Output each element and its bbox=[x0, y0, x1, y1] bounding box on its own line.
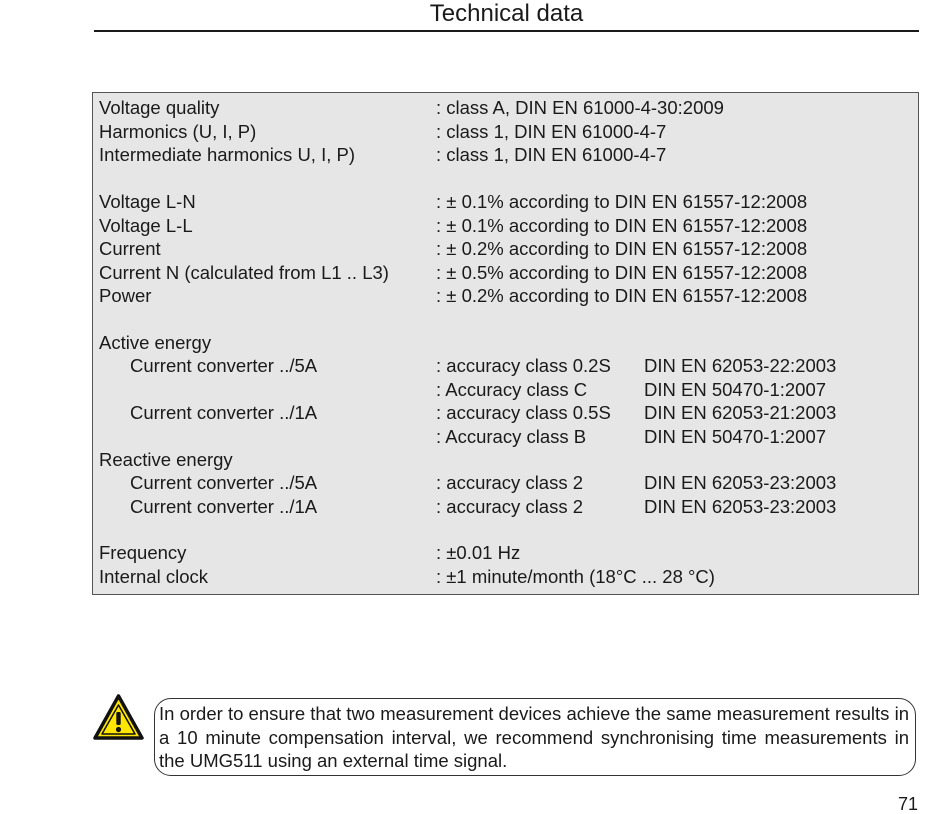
spec-label: Current bbox=[99, 238, 161, 259]
spec-value: : ± 0.1% according to DIN EN 61557-12:2008 bbox=[436, 191, 808, 212]
spec-label: Voltage L-N bbox=[99, 191, 196, 212]
warning-icon bbox=[92, 693, 145, 742]
spec-value: : class 1, DIN EN 61000-4-7 bbox=[436, 120, 667, 142]
spec-table bbox=[92, 92, 919, 595]
page-title: Technical data bbox=[429, 0, 584, 27]
spec-label: Current converter ../1A bbox=[130, 495, 318, 517]
spec-value: : class A, DIN EN 61000-4-30:2009 bbox=[436, 97, 724, 118]
spec-label: Internal clock bbox=[99, 565, 208, 587]
spec-label: Active energy bbox=[99, 332, 212, 353]
spec-standard: DIN EN 50470-1:2007 bbox=[644, 378, 827, 400]
spec-value: : accuracy class 0.5S bbox=[436, 402, 611, 423]
spec-label: Harmonics (U, I, P) bbox=[99, 120, 257, 142]
spec-value: : class 1, DIN EN 61000-4-7 bbox=[436, 144, 667, 165]
spec-value: : ± 0.5% according to DIN EN 61557-12:2008 bbox=[436, 261, 808, 283]
spec-label: Reactive energy bbox=[99, 449, 233, 470]
spec-label: Power bbox=[99, 285, 152, 306]
spec-standard: DIN EN 62053-23:2003 bbox=[644, 472, 837, 493]
spec-value: : Accuracy class C bbox=[436, 378, 588, 400]
spec-label: Current converter ../1A bbox=[130, 402, 318, 423]
spec-label: Intermediate harmonics U, I, P) bbox=[99, 144, 356, 165]
spec-label: Current converter ../5A bbox=[130, 355, 318, 376]
spec-label: Frequency bbox=[99, 542, 187, 563]
spec-value: : accuracy class 0.2S bbox=[436, 355, 611, 376]
spec-value: : Accuracy class B bbox=[436, 425, 587, 447]
spec-value: : ± 0.2% according to DIN EN 61557-12:2008 bbox=[436, 238, 808, 259]
spec-value: : ±1 minute/month (18°C ... 28 °C) bbox=[436, 565, 715, 587]
page-number: 71 bbox=[897, 794, 918, 814]
spec-label: Current converter ../5A bbox=[130, 472, 318, 493]
spec-standard: DIN EN 62053-23:2003 bbox=[644, 495, 837, 517]
spec-value: : ±0.01 Hz bbox=[436, 542, 521, 563]
spec-label: Voltage L-L bbox=[99, 214, 193, 236]
spec-standard: DIN EN 50470-1:2007 bbox=[644, 425, 827, 447]
title-rule bbox=[94, 30, 919, 32]
spec-value: : accuracy class 2 bbox=[436, 495, 584, 517]
spec-value: : ± 0.2% according to DIN EN 61557-12:2008 bbox=[436, 285, 808, 306]
spec-label: Voltage quality bbox=[99, 97, 220, 118]
spec-standard: DIN EN 62053-21:2003 bbox=[644, 402, 837, 423]
spec-value: : accuracy class 2 bbox=[436, 472, 584, 493]
spec-standard: DIN EN 62053-22:2003 bbox=[644, 355, 837, 376]
spec-value: : ± 0.1% according to DIN EN 61557-12:2008 bbox=[436, 214, 808, 236]
warning-note: In order to ensure that two measurement devices achieve the same measurement results in a 10 minute compensation interval, we recommend synchronising time measurements in the UMG511 using an external time signal. bbox=[154, 698, 916, 776]
spec-label: Current N (calculated from L1 .. L3) bbox=[99, 261, 389, 283]
